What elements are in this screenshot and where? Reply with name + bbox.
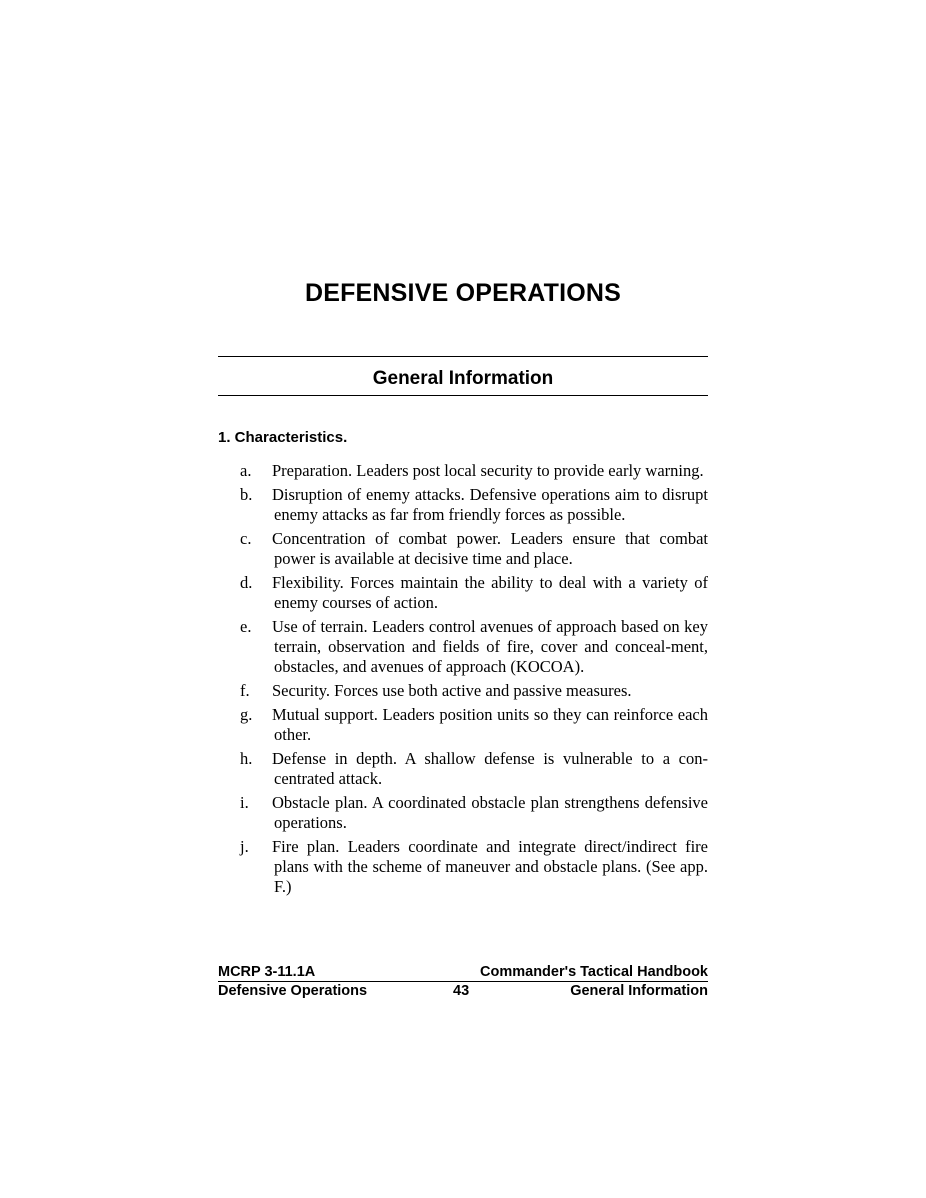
section-header-box	[218, 356, 708, 396]
item-text: Disruption of enemy attacks. Defensive operations aim to disrupt enemy attacks as far from friendly forces as possible.	[272, 485, 708, 524]
item-letter: d.	[240, 573, 253, 592]
item-text: Use of terrain. Leaders control avenues of approach based on key terrain, observation and fields of fire, cover and conceal-ment, obstacles, and avenues of approach (KOCOA).	[272, 617, 708, 676]
list-item	[240, 749, 708, 789]
list-item	[240, 837, 708, 897]
page-footer	[218, 963, 708, 1000]
list-item	[240, 681, 708, 701]
item-letter: g.	[240, 705, 253, 724]
footer-bottom-row	[218, 982, 708, 1000]
list-item	[240, 529, 708, 569]
item-text: Security. Forces use both active and passive measures.	[272, 681, 632, 700]
footer-publication: MCRP 3-11.1A	[218, 964, 316, 980]
item-letter: b.	[240, 485, 253, 504]
item-letter: e.	[240, 617, 252, 636]
item-text: Concentration of combat power. Leaders ensure that combat power is available at decisive time and place.	[272, 529, 708, 568]
footer-chapter: Defensive Operations	[218, 983, 368, 999]
section-title: General Information	[372, 368, 554, 389]
item-letter: j.	[240, 837, 249, 856]
page-number: 43	[453, 983, 470, 999]
list-item	[240, 573, 708, 613]
item-text: Obstacle plan. A coordinated obstacle plan strengthens defensive operations.	[272, 793, 708, 832]
chapter-title: DEFENSIVE OPERATIONS	[304, 279, 622, 307]
footer-top-row	[218, 963, 708, 982]
item-text: Defense in depth. A shallow defense is vulnerable to a con-centrated attack.	[272, 749, 708, 788]
item-text: Fire plan. Leaders coordinate and integrate direct/indirect fire plans with the scheme of maneuver and obstacle plans. (See app. F.)	[272, 837, 708, 896]
list-item	[240, 485, 708, 525]
item-letter: a.	[240, 461, 252, 480]
item-letter: h.	[240, 749, 253, 768]
item-text: Flexibility. Forces maintain the ability to deal with a variety of enemy courses of action.	[272, 573, 708, 612]
list-item	[240, 617, 708, 677]
list-item	[240, 461, 708, 481]
characteristics-list	[240, 461, 708, 901]
paragraph-heading: 1. Characteristics.	[218, 429, 348, 446]
item-text: Mutual support. Leaders position units so they can reinforce each other.	[272, 705, 708, 744]
list-item	[240, 793, 708, 833]
list-item	[240, 705, 708, 745]
item-letter: i.	[240, 793, 249, 812]
footer-handbook-title: Commander's Tactical Handbook	[480, 964, 708, 980]
item-letter: f.	[240, 681, 250, 700]
item-letter: c.	[240, 529, 252, 548]
item-text: Preparation. Leaders post local security to provide early warning.	[272, 461, 704, 480]
footer-section: General Information	[570, 983, 708, 999]
